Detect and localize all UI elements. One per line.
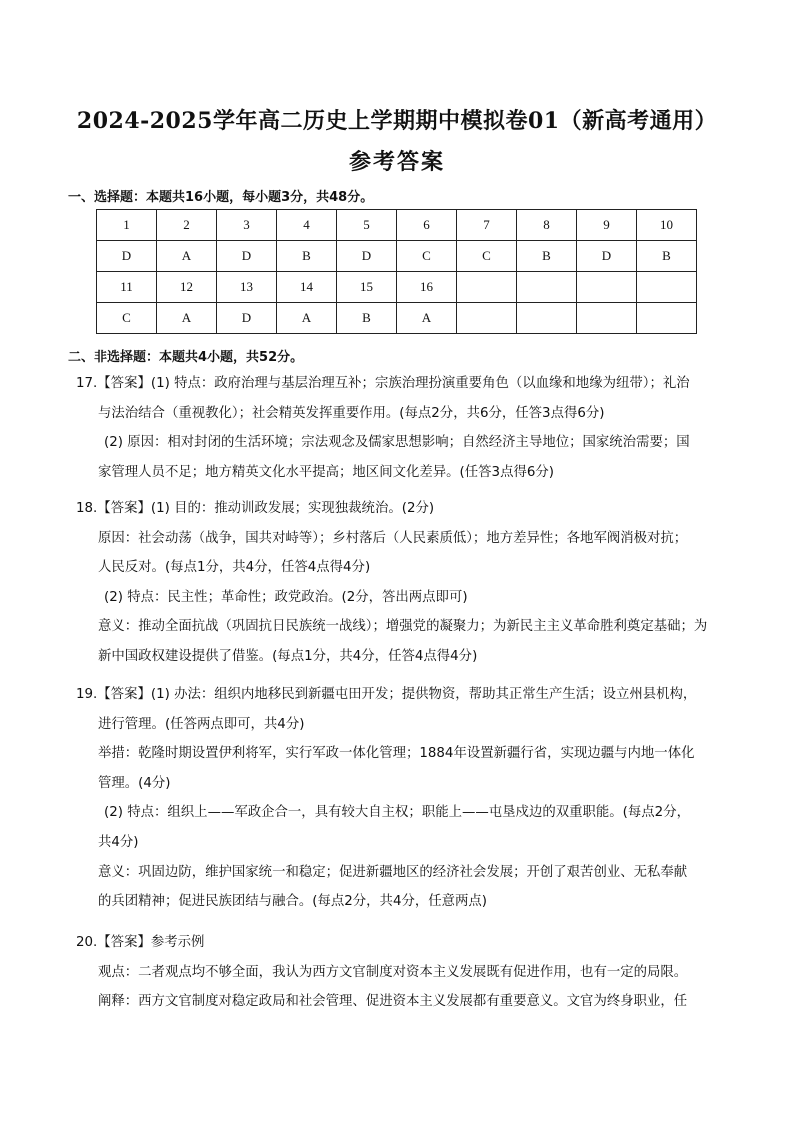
answer-table	[96, 209, 697, 334]
table-cell: 15	[337, 272, 397, 303]
answer-line: 20.【答案】参考示例	[76, 935, 205, 950]
table-cell	[457, 272, 517, 303]
answer-line: 人民反对。(每点1分，共4分，任答4点得4分)	[98, 560, 371, 576]
table-cell: 6	[397, 210, 457, 241]
table-cell: D	[97, 241, 157, 272]
answer-line: 17.【答案】(1) 特点：政府治理与基层治理互补；宗族治理扮演重要角色（以血缘和地缘为纽带）；礼治	[76, 376, 690, 391]
answer-line: 举措：乾隆时期设置伊利将军，实行军政一体化管理；1884年设置新疆行省，实现边疆与内地一体化	[98, 746, 695, 762]
table-cell: B	[277, 241, 337, 272]
table-cell: B	[637, 241, 697, 272]
table-cell: D	[577, 241, 637, 272]
table-cell: 3	[217, 210, 277, 241]
table-cell	[517, 272, 577, 303]
answer-line: 与法治结合（重视教化）；社会精英发挥重要作用。(每点2分，共6分，任答3点得6分)	[98, 405, 605, 421]
table-cell: 5	[337, 210, 397, 241]
table-cell: 14	[277, 272, 337, 303]
table-cell: A	[397, 303, 457, 334]
page-subtitle: 参考答案	[348, 149, 445, 175]
answer-line: 19.【答案】(1) 办法：组织内地移民到新疆屯田开发；提供物资，帮助其正常生产生活；设立州县机构，	[76, 687, 697, 702]
table-cell: 4	[277, 210, 337, 241]
answer-17	[76, 369, 736, 487]
table-cell: B	[517, 241, 577, 272]
table-cell	[577, 272, 637, 303]
answer-line: 观点：二者观点均不够全面，我认为西方文官制度对资本主义发展既有促进作用，也有一定的局限。	[98, 964, 688, 980]
table-cell: 8	[517, 210, 577, 241]
table-row	[97, 303, 697, 334]
table-cell: 13	[217, 272, 277, 303]
table-cell: C	[97, 303, 157, 334]
answer-line: 18.【答案】(1) 目的：推动训政发展；实现独裁统治。(2分)	[76, 501, 435, 516]
answer-line: 共4分)	[98, 834, 139, 850]
table-cell: 9	[577, 210, 637, 241]
table-row	[97, 210, 697, 241]
answer-line: 意义：巩固边防，维护国家统一和稳定；促进新疆地区的经济社会发展；开创了艰苦创业、无私奉献	[98, 864, 688, 880]
table-cell: D	[217, 241, 277, 272]
answer-line: 原因：社会动荡（战争，国共对峙等）；乡村落后（人民素质低）；地方差异性；各地军阀消极对抗；	[98, 530, 688, 546]
answer-19	[76, 680, 736, 917]
table-cell: D	[337, 241, 397, 272]
table-cell: 16	[397, 272, 457, 303]
page-title: 2024-2025学年高二历史上学期期中模拟卷01（新高考通用）	[76, 108, 718, 134]
answer-20	[76, 928, 736, 1017]
answer-line: 意义：推动全面抗战（巩固抗日民族统一战线）；增强党的凝聚力；为新民主主义革命胜利奠定基础；为	[98, 619, 708, 635]
answer-line: 阐释：西方文官制度对稳定政局和社会管理、促进资本主义发展都有重要意义。文官为终身职业，任	[98, 994, 688, 1010]
table-cell: B	[337, 303, 397, 334]
answer-line: 的兵团精神；促进民族团结与融合。(每点2分，共4分，任意两点)	[98, 894, 488, 910]
table-cell	[637, 272, 697, 303]
table-cell: A	[157, 303, 217, 334]
table-cell	[517, 303, 577, 334]
answer-line: (2) 原因：相对封闭的生活环境；宗法观念及儒家思想影响；自然经济主导地位；国家统治需要；国	[104, 435, 690, 451]
table-cell: 12	[157, 272, 217, 303]
table-cell: D	[217, 303, 277, 334]
answer-line: 进行管理。(任答两点即可，共4分)	[98, 716, 305, 732]
table-cell	[637, 303, 697, 334]
table-cell: 11	[97, 272, 157, 303]
table-cell: 1	[97, 210, 157, 241]
answer-18	[76, 494, 736, 672]
table-cell: 7	[457, 210, 517, 241]
table-cell	[577, 303, 637, 334]
table-cell: C	[397, 241, 457, 272]
table-cell: A	[277, 303, 337, 334]
table-cell	[457, 303, 517, 334]
answer-line: 新中国政权建设提供了借鉴。(每点1分，共4分，任答4点得4分)	[98, 648, 478, 664]
table-row	[97, 241, 697, 272]
answer-line: (2) 特点：民主性；革命性；政党政治。(2分，答出两点即可)	[104, 589, 468, 605]
table-row	[97, 272, 697, 303]
answer-line: 家管理人员不足；地方精英文化水平提高；地区间文化差异。(任答3点得6分)	[98, 464, 554, 480]
answer-line: (2) 特点：组织上——军政企合一，具有较大自主权；职能上——屯垦戍边的双重职能。(每点2分，	[104, 805, 690, 821]
table-cell: C	[457, 241, 517, 272]
table-cell: 10	[637, 210, 697, 241]
answer-line: 管理。(4分)	[98, 775, 171, 791]
table-cell: 2	[157, 210, 217, 241]
section-heading-essay: 二、非选择题：本题共4小题，共52分。	[68, 350, 304, 365]
section-heading-choice: 一、选择题：本题共16小题，每小题3分，共48分。	[68, 190, 374, 205]
table-cell: A	[157, 241, 217, 272]
